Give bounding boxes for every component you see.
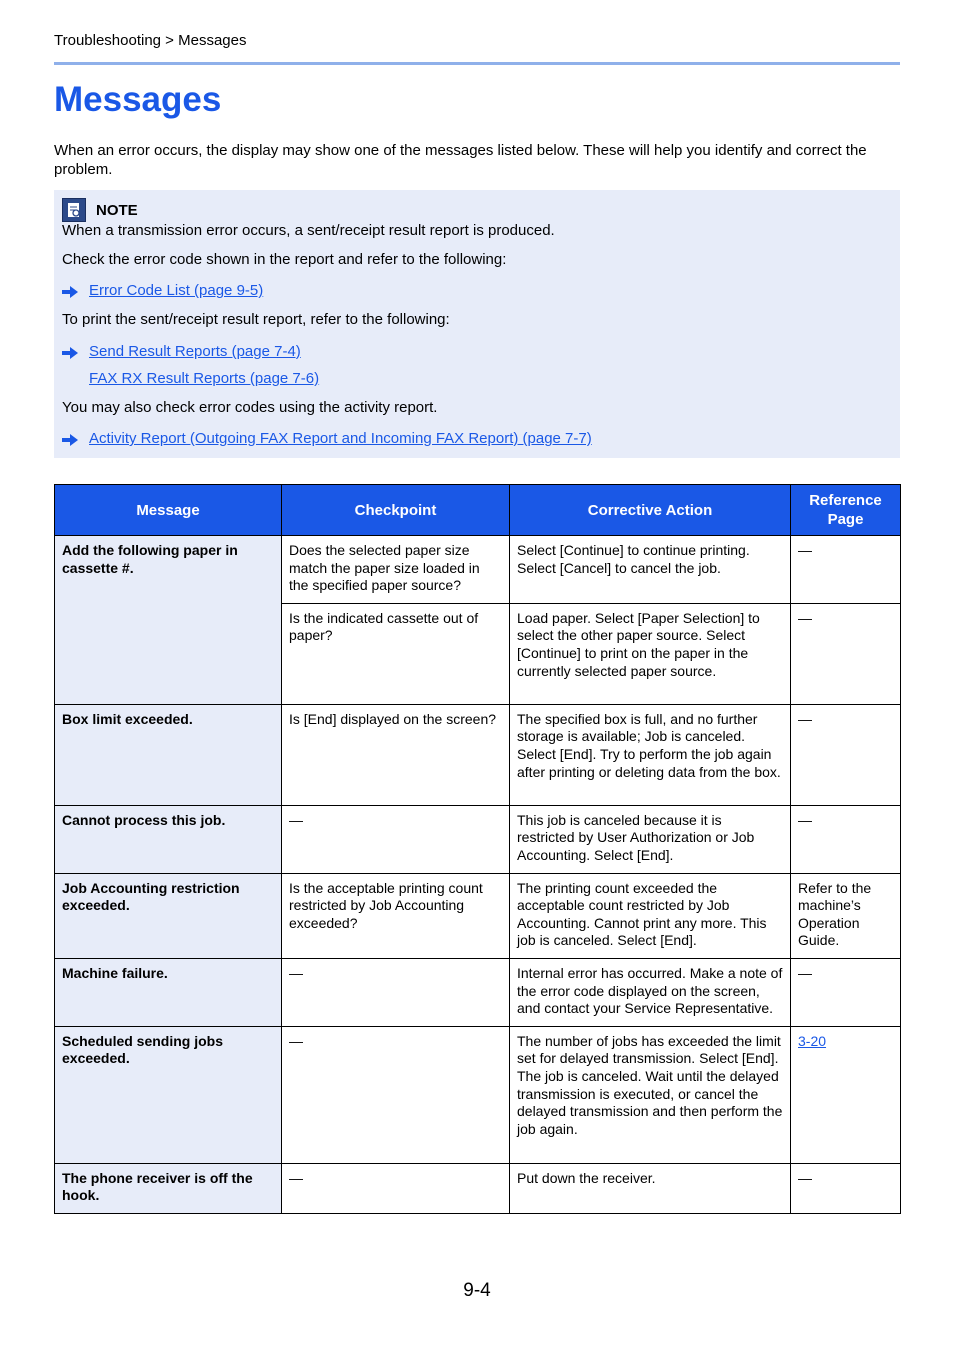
arrow-right-icon xyxy=(62,347,78,359)
note-line-3: To print the sent/receipt result report, refer to the following: xyxy=(62,311,450,328)
reference-cell: — xyxy=(791,704,901,805)
table-row xyxy=(55,1026,901,1163)
header-rule xyxy=(54,62,900,65)
action-cell: This job is canceled because it is restricted by User Authorization or Job Accounting. Select [End]. xyxy=(510,805,791,873)
table-row xyxy=(55,805,901,873)
reference-cell xyxy=(791,1026,901,1163)
message-cell: Add the following paper in cassette #. xyxy=(55,536,282,705)
arrow-right-icon xyxy=(62,286,78,298)
message-cell: Cannot process this job. xyxy=(55,805,282,873)
breadcrumb: Troubleshooting > Messages xyxy=(54,32,247,49)
message-cell: Job Accounting restriction exceeded. xyxy=(55,873,282,958)
action-cell: The specified box is full, and no further storage is available; Job is canceled. Select [End]. Try to perform the job again after printing or deleting data from the box. xyxy=(510,704,791,805)
note-box xyxy=(54,190,900,458)
error-code-list-link[interactable]: Error Code List (page 9-5) xyxy=(89,282,264,299)
note-line-2: Check the error code shown in the report and refer to the following: xyxy=(62,251,507,268)
checkpoint-cell: — xyxy=(282,1026,510,1163)
action-cell: Load paper. Select [Paper Selection] to select the other paper source. Select [Continue] to print on the paper in the currently selected paper source. xyxy=(510,603,791,704)
checkpoint-cell: Is the acceptable printing count restricted by Job Accounting exceeded? xyxy=(282,873,510,958)
messages-table xyxy=(54,484,901,1214)
checkpoint-cell: Does the selected paper size match the paper size loaded in the specified paper source? xyxy=(282,536,510,604)
checkpoint-cell: — xyxy=(282,958,510,1026)
note-line-4: You may also check error codes using the activity report. xyxy=(62,399,438,416)
table-row xyxy=(55,1163,901,1213)
action-cell xyxy=(510,536,791,604)
reference-cell: — xyxy=(791,958,901,1026)
action-cell: Internal error has occurred. Make a note of the error code displayed on the screen, and contact your Service Representative. xyxy=(510,958,791,1026)
column-header-reference-page: Reference Page xyxy=(791,485,901,536)
table-row xyxy=(55,958,901,1026)
checkpoint-cell: Is [End] displayed on the screen? xyxy=(282,704,510,805)
reference-cell: — xyxy=(791,805,901,873)
checkpoint-cell: Is the indicated cassette out of paper? xyxy=(282,603,510,704)
table-header-row xyxy=(55,485,901,536)
column-header-checkpoint: Checkpoint xyxy=(282,485,510,536)
fax-rx-result-reports-link[interactable]: FAX RX Result Reports (page 7-6) xyxy=(89,370,320,387)
reference-page-link[interactable]: 3-20 xyxy=(798,1032,827,1049)
message-cell: Scheduled sending jobs exceeded. xyxy=(55,1026,282,1163)
reference-cell: — xyxy=(791,603,901,704)
intro-text: When an error occurs, the display may show one of the messages listed below. These will help you identify and correct the problem. xyxy=(54,142,867,178)
action-cell: Put down the receiver. xyxy=(510,1163,791,1213)
column-header-message: Message xyxy=(55,485,282,536)
message-cell: The phone receiver is off the hook. xyxy=(55,1163,282,1213)
page-number: 9-4 xyxy=(463,1280,491,1301)
reference-cell: — xyxy=(791,1163,901,1213)
arrow-right-icon xyxy=(62,434,78,446)
column-header-corrective-action: Corrective Action xyxy=(510,485,791,536)
send-result-reports-link[interactable]: Send Result Reports (page 7-4) xyxy=(89,343,301,360)
note-line-1: When a transmission error occurs, a sent/receipt result report is produced. xyxy=(62,222,555,239)
table-row xyxy=(55,873,901,958)
note-icon xyxy=(62,198,86,222)
checkpoint-cell: — xyxy=(282,1163,510,1213)
note-label: NOTE xyxy=(96,201,138,219)
action-cell: The printing count exceeded the acceptable count restricted by Job Accounting. Cannot print any more. This job is canceled. Select [End]. xyxy=(510,873,791,958)
message-cell: Machine failure. xyxy=(55,958,282,1026)
action-cell: The number of jobs has exceeded the limit set for delayed transmission. Select [End]. The job is canceled. Wait until the delayed transmission is executed, or cancel the delayed transmission and then perform the job again. xyxy=(510,1026,791,1163)
table-row xyxy=(55,704,901,805)
activity-report-link[interactable]: Activity Report (Outgoing FAX Report and Incoming FAX Report) (page 7-7) xyxy=(89,430,592,447)
reference-cell: Refer to the machine’s Operation Guide. xyxy=(791,873,901,958)
page-title: Messages xyxy=(54,80,222,119)
message-cell: Box limit exceeded. xyxy=(55,704,282,805)
action-text: Select [Continue] to continue printing. Select [Cancel] to cancel the job. xyxy=(517,542,750,576)
reference-cell: — xyxy=(791,536,901,604)
table-row xyxy=(55,536,901,604)
note-header xyxy=(62,198,138,222)
checkpoint-cell: — xyxy=(282,805,510,873)
